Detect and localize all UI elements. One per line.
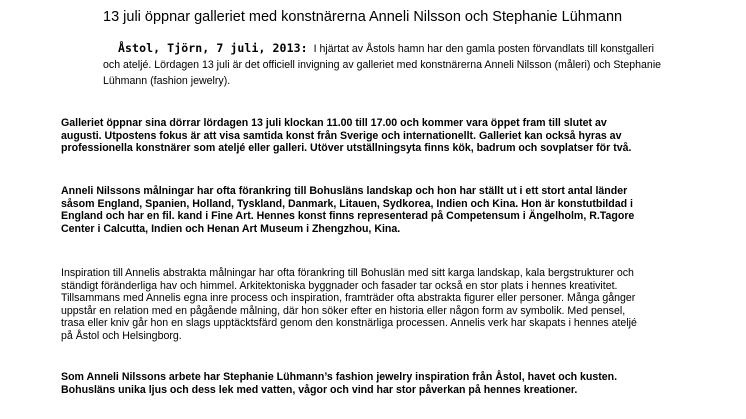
lead-paragraph bbox=[103, 40, 663, 89]
lead-text: I hjärtat av Åstols hamn har den gamla posten förvandlats till konstgalleri och ateljé. Lördagen 13 juli är det officiell invigning av galleriet med konstnärerna Anneli Nilsson (måleri) och Stephanie Lühmann (fashion jewelry). bbox=[103, 43, 662, 87]
paragraph-stephanie: Som Anneli Nilssons arbete har Stephanie Lühmann’s fashion jewelry inspiration från Åstol, havet och kusten. Bohusläns unika ljus och dess lek med vatten, vågor och vind har stor påverkan på hennes kreationer. bbox=[61, 371, 618, 396]
dateline: Åstol, Tjörn, 7 juli, 2013: bbox=[118, 41, 308, 55]
paragraph-opening-hours: Galleriet öppnar sina dörrar lördagen 13 juli klockan 11.00 till 17.00 och kommer vara öppet fram till slutet av augusti. Utpostens fokus är att visa samtida konst från Sverige och internationellt. Galleriet kan också hyras av professionella konstnärer som ateljé eller galleri. Utöver utställningsyta finns kök, badrum och sovplatser för två. bbox=[61, 117, 632, 154]
paragraph-anneli-bio: Anneli Nilssons målningar har ofta förankring till Bohusläns landskap och hon har ställt ut i ett stort antal länder såsom England, Spanien, Holland, Tyskland, Danmark, Litauen, Sydkorea, Indien och Kina. Hon är konstutbildad i England och har en fil. kand i Fine Art. Hennes konst finns representerad på Competensum i Ängelholm, R.Tagore Center i Calcutta, Indien och Henan Art Museum i Zhengzhou, Kina. bbox=[61, 185, 635, 235]
headline: 13 juli öppnar galleriet med konstnärerna Anneli Nilsson och Stephanie Lühmann bbox=[103, 9, 623, 25]
paragraph-anneli-inspiration: Inspiration till Annelis abstrakta målningar har ofta förankring till Bohuslän med sitt karga landskap, kala bergstrukturer och ständigt föränderliga hav och himmel. Arkitektoniska byggnader och fasader tar också en stor plats i hennes kreativitet. Tillsammans med Annelis egna inre process och inspiration, framträder ofta abstrakta figurer eller personer. Många gånger uppstår en relation med en pågående målning, där hon söker efter en historia eller någon form av symbolik. Med pensel, trasa eller kniv går hon en slags upptäcktsfärd genom den konstnärliga processen. Annelis verk har skapats i hennes ateljé på Åstol och Helsingborg. bbox=[61, 267, 637, 342]
